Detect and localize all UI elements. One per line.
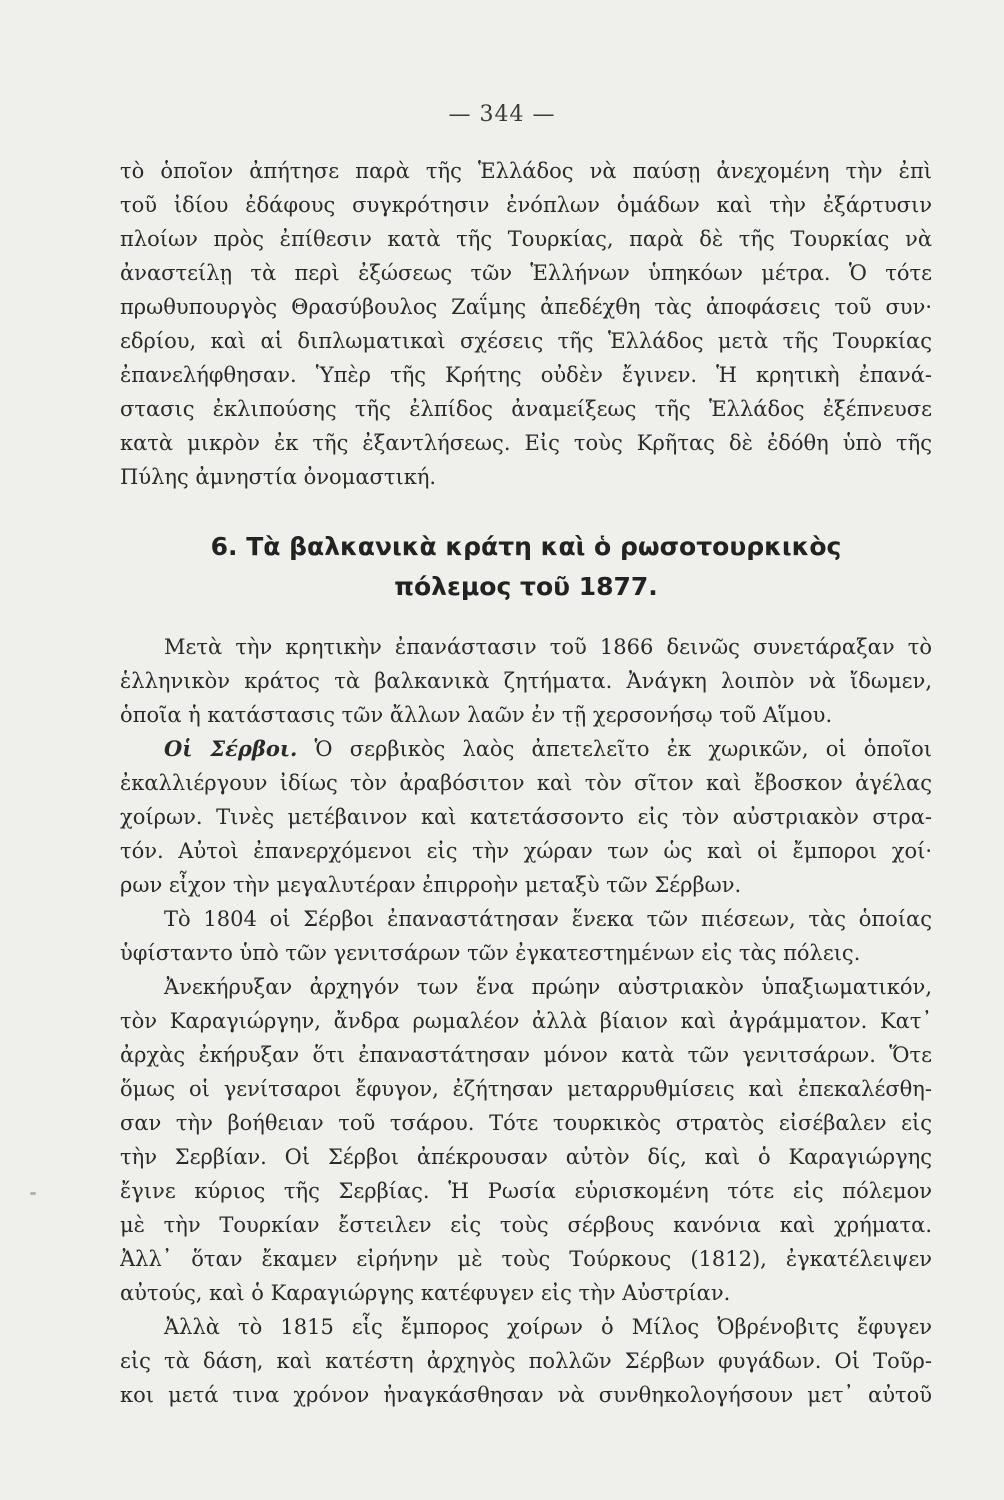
text-line — [120, 1208, 932, 1242]
text-line: ἀναστείλῃ τὰ περὶ ἐξώσεως τῶν Ἑλλήνων ὑπηκόων μέτρα. Ὁ τότε — [120, 261, 932, 285]
text-line — [120, 1072, 932, 1106]
text-line — [120, 1038, 932, 1072]
text-line — [120, 732, 932, 766]
text-line — [120, 800, 932, 834]
line-text: Ἀλλ᾿ ὅταν ἔκαμεν εἰρήνην μὲ τοὺς Τούρκους (1812), ἐγκατέλειψεν — [120, 1247, 932, 1271]
line-text: Τὸ 1804 οἱ Σέρβοι ἐπαναστάτησαν ἕνεκα τῶν πιέσεων, τὰς ὁποίας — [164, 907, 932, 931]
line-text: τὸν Καραγιώργην, ἄνδρα ρωμαλέον ἀλλὰ βίαιον καὶ ἀγράμματον. Κατ᾿ — [120, 1009, 932, 1033]
line-text: χοίρων. Τινὲς μετέβαινον καὶ κατετάσσοντο εἰς τὸν αὐστριακὸν στρα- — [120, 805, 932, 829]
line-text: ἑλληνικὸν κράτος τὰ βαλκανικὰ ζητήματα. Ἀνάγκη λοιπὸν νὰ ἴδωμεν, — [120, 669, 932, 693]
text-line — [120, 1344, 932, 1378]
line-text: Ἀλλὰ τὸ 1815 εἷς ἔμπορος χοίρων ὁ Μίλος Ὀβρένοβιτς ἔφυγεν — [164, 1315, 932, 1339]
text-line: τοῦ ἰδίου ἐδάφους συγκρότησιν ἐνόπλων ὁμάδων καὶ τὴν ἐξάρτυσιν — [120, 193, 932, 217]
text-line — [120, 1004, 932, 1038]
text-line: ἐπανελήφθησαν. Ὑπὲρ τῆς Κρήτης οὐδὲν ἔγινεν. Ἡ κρητικὴ ἐπανά- — [120, 363, 932, 387]
line-text: ὁποῖα ἡ κατάστασις τῶν ἄλλων λαῶν ἐν τῇ χερσονήσῳ τοῦ Αἵμου. — [120, 703, 833, 727]
line-text: σαν τὴν βοήθειαν τοῦ τσάρου. Τότε τουρκικὸς στρατὸς εἰσέβαλεν εἰς — [120, 1111, 932, 1135]
text-line: στασις ἐκλιπούσης τῆς ἐλπίδος ἀναμείξεως τῆς Ἑλλάδος ἐξέπνευσε — [120, 397, 932, 421]
line-text: ὑφίσταντο ὑπὸ τῶν γενιτσάρων τῶν ἐγκατεστημένων εἰς τὰς πόλεις. — [120, 941, 861, 965]
text-line: πρωθυπουργὸς Θρασύβουλος Ζαΐμης ἀπεδέχθη τὰς ἀποφάσεις τοῦ συν· — [120, 295, 932, 319]
text-line — [120, 1174, 932, 1208]
text-line: τὸ ὁποῖον ἀπήτησε παρὰ τῆς Ἑλλάδος νὰ παύσῃ ἀνεχομένη τὴν ἐπὶ — [120, 159, 932, 183]
text-line — [120, 1310, 932, 1344]
subsection-title: Οἱ Σέρβοι. — [164, 736, 298, 761]
text-line — [120, 936, 932, 970]
line-text: ἔγινε κύριος τῆς Σερβίας. Ἡ Ρωσία εὑρισκομένη τότε εἰς πόλεμον — [120, 1179, 932, 1203]
section-heading-line-2: πόλεμος τοῦ 1877. — [394, 572, 658, 601]
text-line — [120, 766, 932, 800]
line-text: αὐτούς, καὶ ὁ Καραγιώργης κατέφυγεν εἰς τὴν Αὐστρίαν. — [120, 1281, 731, 1305]
text-line — [120, 902, 932, 936]
line-text: Ὁ σερβικὸς λαὸς ἀπετελεῖτο ἐκ χωρικῶν, οἱ ὁποῖοι — [297, 737, 932, 761]
text-line — [120, 1242, 932, 1276]
text-line — [120, 834, 932, 868]
paragraph-continuation — [120, 154, 932, 494]
line-text: κοι μετά τινα χρόνον ἠναγκάσθησαν νὰ συνθηκολογήσουν μετ᾿ αὐτοῦ — [120, 1383, 932, 1407]
page-number: — 344 — — [448, 102, 556, 127]
page-speck — [30, 1192, 36, 1195]
text-line: κατὰ μικρὸν ἐκ τῆς ἐξαντλήσεως. Εἰς τοὺς Κρῆτας δὲ ἐδόθη ὑπὸ τῆς — [120, 431, 932, 455]
text-line — [120, 868, 932, 902]
text-line — [120, 664, 932, 698]
line-text: Μετὰ τὴν κρητικὴν ἐπανάστασιν τοῦ 1866 δεινῶς συνετάραξαν τὸ — [164, 635, 932, 659]
line-text: μὲ τὴν Τουρκίαν ἔστειλεν εἰς τοὺς σέρβους κανόνια καὶ χρήματα. — [120, 1213, 932, 1237]
text-line — [120, 970, 932, 1004]
text-line: πλοίων πρὸς ἐπίθεσιν κατὰ τῆς Τουρκίας, παρὰ δὲ τῆς Τουρκίας νὰ — [120, 227, 932, 251]
text-line — [120, 630, 932, 664]
line-text: τόν. Αὐτοὶ ἐπανερχόμενοι εἰς τὴν χώραν των ὡς καὶ οἱ ἔμποροι χοί· — [120, 839, 932, 863]
text-line — [120, 1276, 932, 1310]
line-text: τὴν Σερβίαν. Οἱ Σέρβοι ἀπέκρουσαν αὐτὸν δίς, καὶ ὁ Καραγιώργης — [120, 1145, 932, 1169]
text-line — [120, 1106, 932, 1140]
line-text: ἀρχὰς ἐκήρυξαν ὅτι ἐπαναστάτησαν μόνον κατὰ τῶν γενιτσάρων. Ὅτε — [120, 1043, 932, 1067]
text-line: Πύλης ἀμνηστία ὀνομαστική. — [120, 465, 437, 489]
line-text: ρων εἶχον τὴν μεγαλυτέραν ἐπιρροὴν μεταξὺ τῶν Σέρβων. — [120, 873, 742, 897]
text-line — [120, 1378, 932, 1412]
text-line: εδρίου, καὶ αἱ διπλωματικαὶ σχέσεις τῆς Ἑλλάδος μετὰ τῆς Τουρκίας — [120, 329, 932, 353]
text-line — [120, 698, 932, 732]
line-text: ὅμως οἱ γενίτσαροι ἔφυγον, ἐζήτησαν μεταρρυθμίσεις καὶ ἐπεκαλέσθη- — [120, 1077, 932, 1101]
line-text: εἰς τὰ δάση, καὶ κατέστη ἀρχηγὸς πολλῶν Σέρβων φυγάδων. Οἱ Τοῦρ- — [120, 1349, 932, 1373]
line-text: ἐκαλλιέργουν ἰδίως τὸν ἀραβόσιτον καὶ τὸν σῖτον καὶ ἔβοσκον ἀγέλας — [120, 771, 932, 795]
section-heading-line-1: 6. Τὰ βαλκανικὰ κράτη καὶ ὁ ρωσοτουρκικὸς — [210, 532, 842, 561]
text-line — [120, 1140, 932, 1174]
section-body — [120, 630, 932, 1412]
line-text: Ἀνεκήρυξαν ἀρχηγόν των ἕνα πρώην αὐστριακὸν ὑπαξιωματικόν, — [164, 975, 932, 999]
